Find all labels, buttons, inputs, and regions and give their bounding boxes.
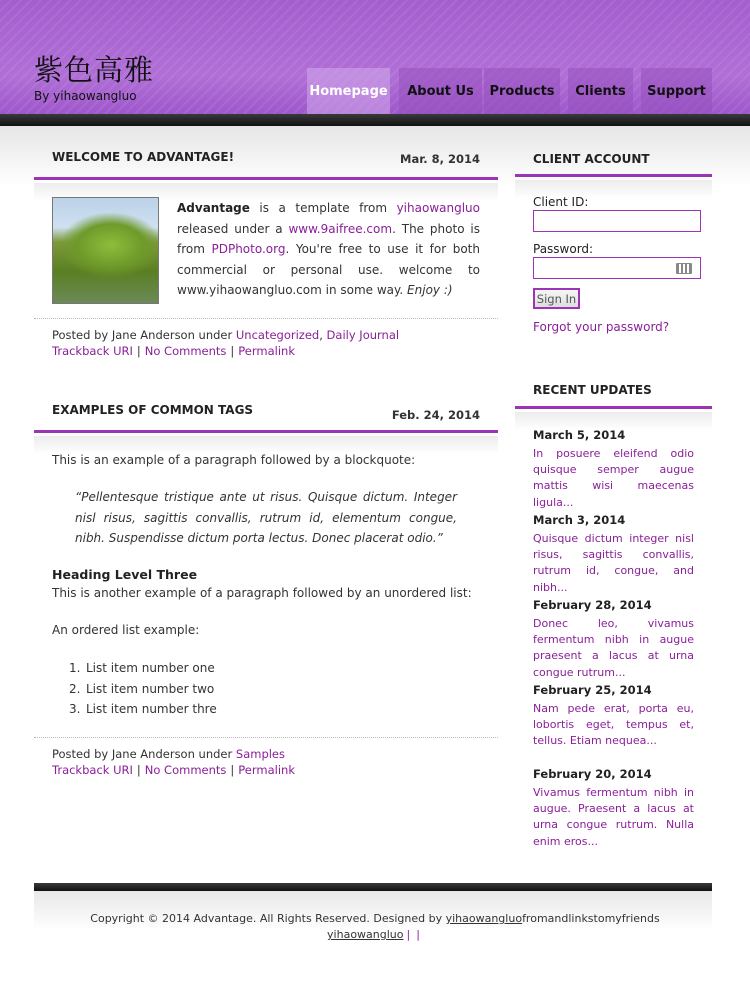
brand-name: Advantage [177,201,250,215]
meta-comma: , [319,328,327,342]
update-link[interactable]: Nam pede erat, porta eu, lobortis eget, tempus et, tellus. Etiam nequea... [533,702,694,748]
post-meta-line [52,746,295,762]
link-separator: | [230,763,235,777]
permalink-link[interactable]: Permalink [238,763,295,777]
sign-in-button[interactable]: Sign In [533,288,580,309]
footer-home-link[interactable]: yihaowangluo [327,928,404,941]
sidebar-header [515,369,712,409]
nav-tab-homepage[interactable]: Homepage [307,68,390,114]
enjoy-text: Enjoy :) [407,283,453,297]
site-subtitle: By yihaowangluo [34,89,137,103]
list-item [69,658,217,679]
intro-text: . You're free to use it for both commercial or personal use. welcome to www.yihaowangluo.com in some way. [177,242,480,297]
trackback-link[interactable]: Trackback URI [52,763,133,777]
list-number: 2. [69,681,81,696]
link-separator: | [136,344,141,358]
list-text: List item number two [86,681,215,696]
list-item [69,699,217,720]
list-text: List item number one [86,661,215,675]
post-meta [52,746,295,778]
footer-links [0,927,750,943]
post-meta [52,327,399,359]
post-thumbnail-image [52,197,159,304]
copyright-suffix: fromandlinkstomyfriends [522,912,660,925]
password-label: Password: [533,242,594,256]
client-id-label: Client ID: [533,195,589,209]
post-meta-line [52,327,399,343]
link-separator: | [136,763,141,777]
category-link-uncategorized[interactable]: Uncategorized [235,328,320,342]
post-header [34,393,498,433]
intro-text: is a template from [249,201,397,215]
category-link-samples[interactable]: Samples [235,747,286,761]
link-separator: | [230,344,235,358]
update-date: February 20, 2014 [533,767,652,781]
meta-prefix: Posted by Jane Anderson under [52,328,236,342]
post-header-shade [34,436,498,454]
meta-prefix: Posted by Jane Anderson under [52,747,236,761]
comments-link[interactable]: No Comments [144,763,227,777]
update-date: February 25, 2014 [533,683,652,697]
copyright-text [0,911,750,927]
update-link[interactable]: Vivamus fermentum nibh in augue. Praesent a lacus at urna congue rutrum. Nulla enim eros... [533,786,694,848]
intro-text: . The photo is from [177,221,480,256]
sidebar-title: CLIENT ACCOUNT [533,152,650,166]
update-link[interactable]: Donec leo, vivamus fermentum nibh in augue praesent a lacus at urna congue rutrum... [533,617,694,679]
link-separator: | [406,928,411,941]
client-id-input[interactable] [533,210,701,232]
link-separator: | [416,928,420,941]
sidebar-title: RECENT UPDATES [533,383,652,397]
post-links-line [52,343,399,359]
permalink-link[interactable]: Permalink [238,344,295,358]
nav-tab-support[interactable]: Support [641,68,712,114]
password-input[interactable] [533,257,701,279]
trackback-link[interactable]: Trackback URI [52,344,133,358]
author-link[interactable]: yihaowangluo [396,201,480,215]
update-date: February 28, 2014 [533,598,652,612]
heading-level-three: Heading Level Three [52,567,198,582]
list-text: List item number thre [86,702,217,716]
update-date: March 5, 2014 [533,428,626,442]
list-item [69,679,217,700]
copyright-prefix: Copyright © 2014 Advantage. All Rights Reserved. Designed by [90,912,446,925]
site-title[interactable]: 紫色高雅 [34,53,155,87]
post-header [34,140,498,180]
blockquote: “Pellentesque tristique ante ut risus. Quisque dictum. Integer nisl risus, sagittis convallis, rutrum id, elementum congue, nibh. Suspendisse dictum porta lectus. Donec placerat odio.” [75,490,457,545]
post-title[interactable]: EXAMPLES OF COMMON TAGS [52,403,254,417]
post-divider [34,318,498,319]
paragraph: This is another example of a paragraph followed by an unordered list: [52,586,472,600]
nav-tab-about-us[interactable]: About Us [399,68,482,114]
paragraph: This is an example of a paragraph followed by a blockquote: [52,453,416,467]
nav-tab-clients[interactable]: Clients [568,68,633,114]
ordered-list [69,658,217,720]
post-date: Mar. 8, 2014 [400,152,480,166]
post-divider [34,737,498,738]
list-number: 1. [69,661,81,675]
update-link[interactable]: Quisque dictum integer nisl risus, sagittis convallis, rutrum id, congue, and nibh... [533,532,694,594]
intro-text: released under a [177,221,289,236]
post-title[interactable]: WELCOME TO ADVANTAGE! [52,150,235,164]
update-link[interactable]: In posuere eleifend odio quisque semper augue mattis wisi maecenas ligula... [533,447,694,509]
paragraph: An ordered list example: [52,623,200,637]
list-number: 3. [69,702,81,716]
post-date: Feb. 24, 2014 [391,408,480,422]
post-intro [177,198,480,301]
update-date: March 3, 2014 [533,513,626,527]
comments-link[interactable]: No Comments [144,344,227,358]
designer-link[interactable]: yihaowangluo [445,912,523,925]
footer-bar [34,883,712,891]
license-link[interactable]: www.9aifree.com [288,221,393,236]
nav-tab-products[interactable]: Products [484,68,560,114]
post-links-line [52,762,295,778]
category-link-daily-journal[interactable]: Daily Journal [326,328,400,342]
sidebar-header [515,137,712,177]
forgot-password-link[interactable]: Forgot your password? [533,320,670,334]
photo-source-link[interactable]: PDPhoto.org [211,242,286,256]
keyboard-icon[interactable] [676,263,692,274]
